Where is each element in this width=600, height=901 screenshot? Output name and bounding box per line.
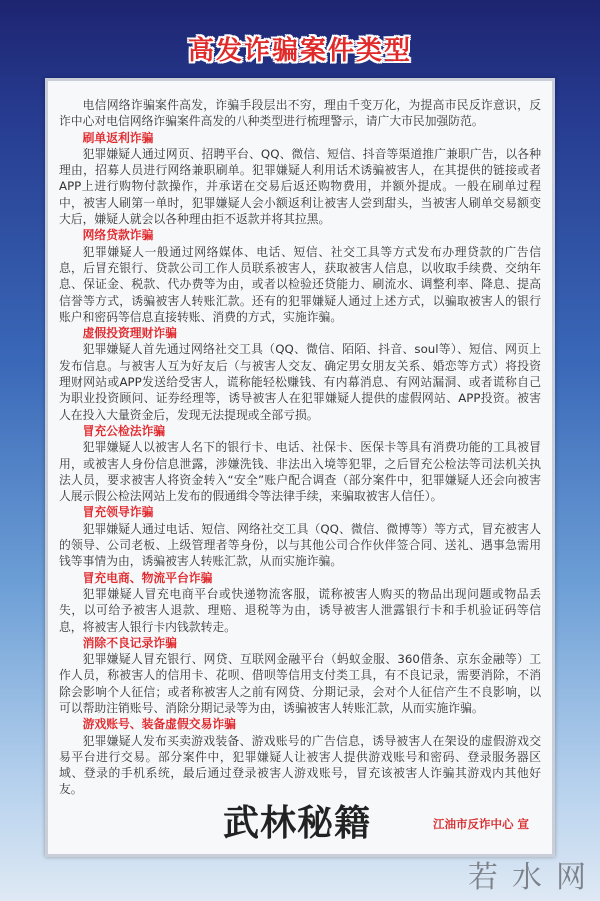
section-heading: 网络贷款诈骗: [82, 228, 154, 243]
section-heading: 游戏账号、装备虚假交易诈骗: [82, 717, 236, 732]
section-heading: 冒充电商、物流平台诈骗: [82, 570, 213, 585]
poster-title: 高发诈骗案件类型: [187, 36, 412, 66]
panel-footer: [59, 802, 541, 846]
section-body: 犯罪嫌疑人通过网页、招聘平台、QQ、微信、短信、抖音等渠道推广兼职广告，以各种理由，招募人员进行网络兼职刷单。犯罪嫌疑人利用话术诱骗被害人，在其提供的链接或者APP上进行购物付款操作，并承诺在交易后返还购物费用，并额外提成。一般在刷单过程中，被害人刷第一单时，犯罪嫌疑人会小额返利让被害人尝到甜头，当被害人刷单交易额变大后，嫌疑人就会以各种理由拒不返款并将其拉黑。: [59, 146, 541, 227]
logo-text: 武林秘籍: [222, 802, 371, 844]
section-heading: 冒充公检法诈骗: [82, 423, 166, 438]
sections-list: [59, 130, 541, 798]
issuer-label: 江油市反诈中心 宣: [432, 816, 529, 831]
watermark-row: [0, 857, 600, 901]
article-body: [59, 97, 541, 798]
section-body: 犯罪嫌疑人首先通过网络社交工具（QQ、微信、陌陌、抖音、soul等）、短信、网页上发布信息。与被害人互为好友后（与被害人交友、确定男女朋友关系、婚恋等方式）将投资理财网站或APP发送给受害人，谎称能轻松赚钱、有内幕消息、有网站漏洞、或者谎称自己为职业投资顾问、证券经理等，诱导被害人在犯罪嫌疑人提供的虚假网站、APP投资。被害人在投入大量资金后，发现无法提现或全部亏损。: [59, 342, 541, 422]
section-body: 犯罪嫌疑人冒充电商平台或快递物流客服，谎称被害人购买的物品出现问题或物品丢失，以可给予被害人退款、理赔、退税等为由，诱导被害人泄露银行卡和手机验证码等信息，将被害人银行卡内钱款转走。: [59, 586, 541, 634]
section-body: 犯罪嫌疑人一般通过网络媒体、电话、短信、社交工具等方式发布办理贷款的广告信息，后冒充银行、贷款公司工作人员联系被害人，获取被害人信息，以收取手续费、交纳年息、保证金、税款、代办费等为由，或者以检验还贷能力、刷流水、调整利率、降息、提高信誉等方式，诱骗被害人转账汇款。还有的犯罪嫌疑人通过上述方式，以骗取被害人的银行账户和密码等信息直接转账、消费的方式，实施诈骗。: [59, 244, 541, 324]
section-heading: 冒充领导诈骗: [82, 505, 154, 520]
section-heading: 刷单返利诈骗: [82, 130, 154, 145]
intro-paragraph: 电信网络诈骗案件高发，诈骗手段层出不穷，理由千变万化，为提高市民反诈意识，反诈中心对电信网络诈骗案件高发的八种类型进行梳理警示，请广大市民加强防范。: [59, 98, 541, 129]
section-body: 犯罪嫌疑人冒充银行、网贷、互联网金融平台（蚂蚁金服、360借条、京东金融等）工作人员，称被害人的信用卡、花呗、借呗等信用支付类工具，有不良记录，需要消除，不消除会影响个人征信；或者称被害人之前有网贷、分期记录，会对个人征信产生不良影响，以可以帮助注销账号、消除分期记录等为由，诱骗被害人转账汇款，从而实施诈骗。: [59, 652, 541, 715]
section-body: 犯罪嫌疑人通过电话、短信、网络社交工具（QQ、微信、微博等）等方式，冒充被害人的领导、公司老板、上级管理者等身份，以与其他公司合作伙伴签合同、送礼、遇事急需用钱等事情为由，诱骗被害人转账汇款，从而实施诈骗。: [59, 521, 541, 569]
section-heading: 虚假投资理财诈骗: [82, 326, 177, 341]
content-panel: [45, 78, 555, 857]
section-body: 犯罪嫌疑人以被害人名下的银行卡、电话、社保卡、医保卡等具有消费功能的工具被冒用，或被害人身份信息泄露，涉嫌洗钱、非法出入境等犯罪，之后冒充公检法等司法机关执法人员，要求被害人将资金转入“安全”账户配合调查（部分案件中，犯罪嫌疑人还会向被害人展示假公检法网站上发布的假通缉令等法律手续，来骗取被害人信任）。: [59, 440, 541, 504]
watermark: 若水网: [468, 859, 600, 895]
section-heading: 消除不良记录诈骗: [82, 635, 177, 650]
section-body: 犯罪嫌疑人发布买卖游戏装备、游戏账号的广告信息，诱导被害人在架设的虚假游戏交易平台进行交易。部分案件中，犯罪嫌疑人让被害人提供游戏账号和密码、登录服务器区域、登录的手机系统，最后通过登录被害人游戏账号，冒充该被害人诈骗其游戏内其他好友。: [59, 733, 541, 797]
